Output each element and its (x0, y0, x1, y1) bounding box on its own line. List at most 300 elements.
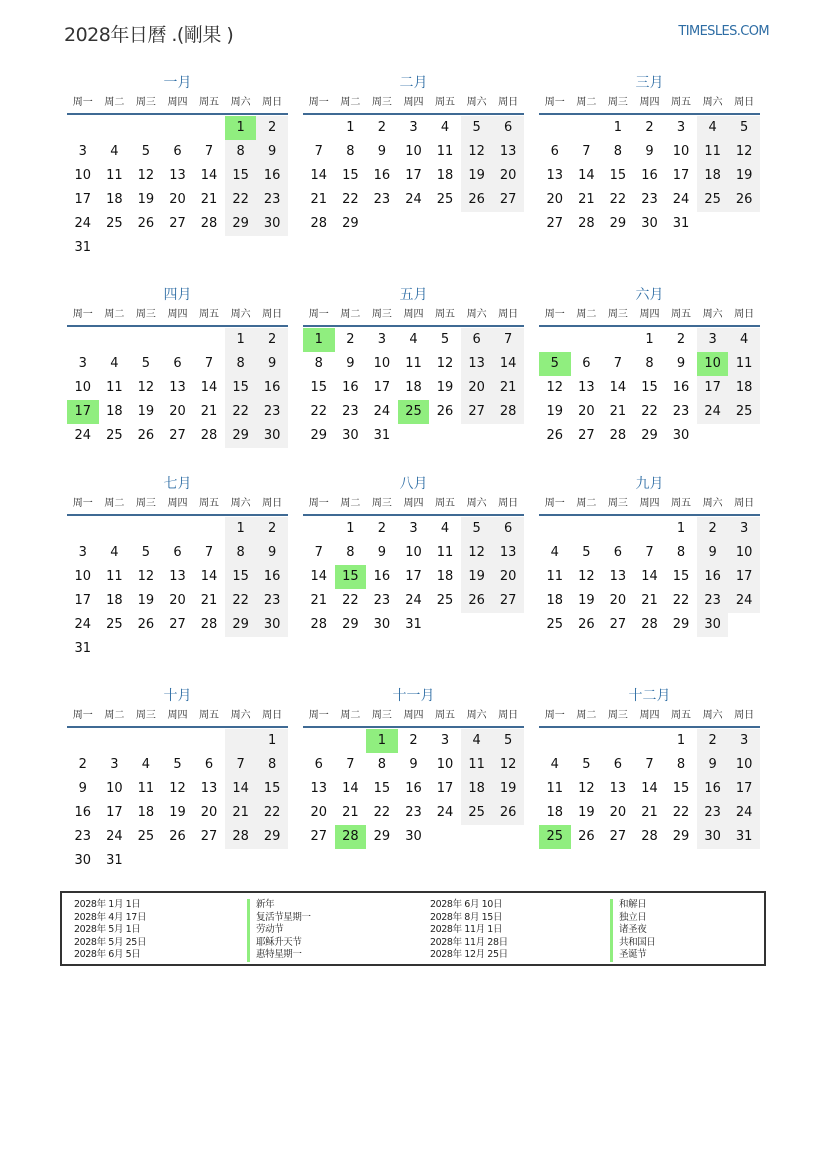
weekday-label: 周四 (167, 97, 188, 108)
weekday-label: 周三 (607, 97, 628, 108)
day-cell: 29 (641, 428, 658, 443)
month-10 (67, 686, 288, 873)
month-name: 六月 (635, 287, 664, 303)
day-cell: 22 (672, 593, 690, 608)
day-cell: 17 (436, 781, 454, 796)
day-cell: 27 (169, 428, 186, 443)
day-cell: 2 (676, 332, 686, 347)
day-cell: 2 (256, 328, 288, 352)
month-9 (539, 474, 760, 637)
day-cell: 4 (110, 356, 119, 371)
day-cell: 11 (405, 356, 422, 371)
month-12 (539, 686, 760, 849)
month-name: 二月 (399, 75, 428, 91)
day-cell: 29 (373, 829, 391, 844)
day-cell: 25 (106, 216, 123, 231)
empty-cell (461, 424, 493, 448)
day-cell: 7 (314, 144, 323, 159)
day-cell: 12 (137, 168, 155, 183)
day-cell: 20 (169, 404, 186, 419)
weekday-header (67, 494, 288, 516)
empty-cell (99, 637, 131, 661)
legend-date: 2028年 1月 1日 (74, 899, 141, 910)
weekday-label: 周三 (135, 309, 156, 320)
legend-date: 2028年 11月 1日 (430, 924, 503, 935)
empty-cell (256, 236, 288, 260)
day-cell: 10 (373, 356, 391, 371)
day-cell: 16 (697, 777, 729, 801)
weekday-label: 周日 (498, 498, 519, 509)
weekday-label: 周日 (734, 498, 755, 509)
weekday-label: 周四 (639, 309, 660, 320)
weekday-label: 周五 (199, 710, 220, 721)
day-cell: 25 (546, 617, 564, 632)
day-cell: 8 (613, 144, 623, 159)
day-cell: 10 (106, 781, 123, 796)
day-cell: 2 (346, 332, 355, 347)
empty-cell (492, 212, 524, 236)
day-cell: 7 (225, 753, 257, 777)
day-cell: 30 (641, 216, 658, 231)
day-cell: 5 (461, 517, 493, 541)
day-cell: 29 (256, 825, 288, 849)
weekday-label: 周日 (498, 97, 519, 108)
day-cell: 9 (256, 140, 288, 164)
day-cell: 4 (461, 729, 493, 753)
day-cell: 12 (461, 140, 493, 164)
month-8 (303, 474, 524, 637)
legend-date: 2028年 5月 25日 (74, 936, 147, 948)
day-cell: 27 (609, 617, 627, 632)
day-cell: 17 (672, 168, 690, 183)
weekday-header (303, 706, 524, 728)
day-cell: 8 (346, 144, 355, 159)
empty-cell (461, 212, 493, 236)
day-cell: 14 (641, 781, 658, 796)
empty-cell (99, 729, 131, 753)
empty-cell (429, 212, 461, 236)
day-cell: 10 (74, 168, 92, 183)
day-cell: 11 (546, 781, 564, 796)
day-cell: 1 (303, 328, 335, 352)
legend-date: 2028年 8月 15日 (430, 911, 503, 923)
day-cell: 2 (256, 116, 288, 140)
day-cell: 1 (225, 328, 257, 352)
day-cell: 5 (461, 116, 493, 140)
day-cell: 7 (204, 144, 214, 159)
weekday-label: 周二 (340, 710, 361, 721)
empty-cell (130, 236, 162, 260)
day-cell: 8 (256, 753, 288, 777)
day-cell: 20 (169, 192, 186, 207)
day-cell: 7 (582, 144, 591, 159)
day-cell: 18 (137, 805, 155, 820)
weekday-label: 周六 (702, 97, 723, 108)
day-cell: 4 (440, 521, 450, 536)
legend-holiday-name: 耶稣升天节 (247, 937, 302, 950)
empty-cell (303, 517, 335, 541)
empty-cell (697, 424, 729, 448)
weekday-label: 周一 (308, 498, 329, 509)
day-cell: 25 (728, 400, 760, 424)
day-cell: 6 (173, 356, 182, 371)
day-cell: 12 (461, 541, 493, 565)
day-cell: 26 (578, 829, 595, 844)
day-cell: 2 (377, 120, 387, 135)
day-cell: 27 (609, 829, 627, 844)
day-grid (303, 116, 524, 236)
day-cell: 8 (225, 352, 257, 376)
day-cell: 14 (310, 168, 328, 183)
day-cell: 16 (672, 380, 690, 395)
empty-cell (256, 849, 288, 873)
day-cell: 17 (405, 168, 422, 183)
empty-cell (571, 116, 603, 140)
day-cell: 21 (342, 805, 359, 820)
empty-cell (728, 212, 760, 236)
weekday-label: 周二 (576, 309, 597, 320)
empty-cell (697, 212, 729, 236)
day-cell: 22 (225, 400, 257, 424)
weekday-header (67, 706, 288, 728)
day-cell: 18 (436, 569, 454, 584)
day-cell: 12 (578, 781, 595, 796)
day-cell: 11 (697, 140, 729, 164)
weekday-label: 周一 (72, 498, 93, 509)
day-cell: 1 (613, 120, 623, 135)
day-cell: 20 (310, 805, 328, 820)
day-cell: 10 (436, 757, 454, 772)
legend-holiday-name: 复活节星期一 (247, 912, 311, 925)
day-cell: 15 (342, 168, 359, 183)
empty-cell (162, 116, 194, 140)
weekday-label: 周一 (308, 710, 329, 721)
day-cell: 26 (461, 188, 493, 212)
day-cell: 8 (676, 757, 686, 772)
day-cell: 19 (578, 593, 595, 608)
empty-cell (366, 212, 398, 236)
day-cell: 12 (137, 569, 155, 584)
day-cell: 3 (697, 328, 729, 352)
day-cell: 23 (256, 188, 288, 212)
empty-cell (67, 517, 99, 541)
day-cell: 23 (697, 801, 729, 825)
day-cell: 8 (314, 356, 323, 371)
day-cell: 3 (78, 545, 87, 560)
day-cell: 5 (440, 332, 450, 347)
day-cell: 22 (225, 589, 257, 613)
weekday-label: 周四 (639, 710, 660, 721)
empty-cell (67, 328, 99, 352)
day-cell: 9 (256, 541, 288, 565)
weekday-label: 周四 (403, 498, 424, 509)
day-cell: 11 (106, 380, 123, 395)
day-cell: 10 (405, 144, 422, 159)
day-cell: 16 (641, 168, 658, 183)
day-cell: 30 (697, 825, 729, 849)
month-7 (67, 474, 288, 661)
day-cell: 20 (609, 593, 627, 608)
day-cell: 19 (461, 565, 493, 589)
weekday-label: 周四 (639, 97, 660, 108)
day-cell: 6 (173, 545, 182, 560)
empty-cell (398, 424, 430, 448)
day-cell: 20 (169, 593, 186, 608)
day-cell: 9 (697, 541, 729, 565)
day-cell: 27 (492, 589, 524, 613)
empty-cell (162, 236, 194, 260)
day-cell: 29 (225, 212, 257, 236)
empty-cell (539, 729, 571, 753)
day-cell: 3 (78, 144, 87, 159)
empty-cell (130, 116, 162, 140)
weekday-label: 周二 (104, 309, 125, 320)
day-cell: 30 (256, 613, 288, 637)
weekday-header (303, 93, 524, 115)
weekday-label: 周四 (167, 710, 188, 721)
day-cell: 4 (110, 545, 119, 560)
empty-cell (429, 613, 461, 637)
day-cell: 1 (225, 517, 257, 541)
day-cell: 18 (461, 777, 493, 801)
day-cell: 18 (436, 168, 454, 183)
day-cell: 22 (310, 404, 328, 419)
weekday-label: 周一 (544, 97, 565, 108)
day-cell: 21 (641, 805, 658, 820)
day-grid (303, 729, 524, 849)
weekday-label: 周日 (262, 97, 283, 108)
weekday-label: 周日 (734, 309, 755, 320)
day-cell: 18 (106, 404, 123, 419)
day-cell: 2 (377, 521, 387, 536)
day-cell: 19 (436, 380, 454, 395)
weekday-label: 周二 (340, 97, 361, 108)
day-cell: 7 (204, 545, 214, 560)
day-cell: 31 (74, 240, 92, 255)
month-name: 三月 (635, 75, 664, 91)
legend-holiday-name: 独立日 (610, 912, 646, 925)
weekday-label: 周六 (230, 97, 251, 108)
weekday-label: 周六 (702, 309, 723, 320)
weekday-label: 周日 (498, 309, 519, 320)
day-cell: 13 (310, 781, 328, 796)
day-grid (67, 328, 288, 448)
day-cell: 19 (169, 805, 186, 820)
day-cell: 17 (728, 565, 760, 589)
day-cell: 11 (436, 144, 454, 159)
day-cell: 31 (672, 216, 690, 231)
legend-date: 2028年 12月 25日 (430, 949, 508, 960)
day-cell: 28 (225, 825, 257, 849)
day-cell: 4 (141, 757, 151, 772)
day-cell: 16 (373, 569, 391, 584)
day-cell: 17 (74, 192, 92, 207)
day-cell: 31 (405, 617, 422, 632)
weekday-label: 周六 (466, 97, 487, 108)
weekday-label: 周六 (466, 498, 487, 509)
day-cell: 13 (169, 380, 186, 395)
day-cell: 12 (546, 380, 564, 395)
empty-cell (461, 613, 493, 637)
day-cell: 25 (461, 801, 493, 825)
legend-date: 2028年 6月 5日 (74, 949, 141, 960)
day-cell: 31 (373, 428, 391, 443)
day-cell: 27 (546, 216, 564, 231)
day-cell: 8 (346, 545, 355, 560)
day-cell: 25 (106, 428, 123, 443)
day-cell: 2 (409, 733, 418, 748)
day-cell: 22 (672, 805, 690, 820)
day-cell: 30 (256, 424, 288, 448)
weekday-label: 周一 (544, 309, 565, 320)
day-cell: 12 (137, 380, 155, 395)
day-cell: 5 (582, 545, 591, 560)
day-cell: 14 (609, 380, 627, 395)
weekday-label: 周五 (199, 309, 220, 320)
day-cell: 1 (256, 729, 288, 753)
day-cell: 13 (492, 140, 524, 164)
empty-cell (398, 212, 430, 236)
day-cell: 25 (398, 400, 430, 424)
day-cell: 31 (106, 853, 123, 868)
day-cell: 3 (377, 332, 387, 347)
day-cell: 30 (342, 428, 359, 443)
day-cell: 24 (728, 801, 760, 825)
day-cell: 6 (550, 144, 559, 159)
day-cell: 17 (373, 380, 391, 395)
day-grid (303, 517, 524, 637)
empty-cell (602, 328, 634, 352)
day-cell: 23 (256, 589, 288, 613)
day-cell: 5 (141, 144, 151, 159)
weekday-label: 周日 (498, 710, 519, 721)
day-cell: 28 (200, 428, 218, 443)
day-cell: 2 (645, 120, 654, 135)
legend-date: 2028年 4月 17日 (74, 911, 147, 923)
empty-cell (162, 637, 194, 661)
day-cell: 12 (578, 569, 595, 584)
day-cell: 30 (405, 829, 422, 844)
day-cell: 27 (492, 188, 524, 212)
day-cell: 26 (728, 188, 760, 212)
day-grid (539, 328, 760, 448)
day-cell: 9 (645, 144, 654, 159)
weekday-label: 周六 (702, 498, 723, 509)
day-cell: 20 (461, 376, 493, 400)
weekday-label: 周二 (576, 498, 597, 509)
day-cell: 13 (546, 168, 564, 183)
day-cell: 14 (492, 352, 524, 376)
day-cell: 23 (342, 404, 359, 419)
month-name: 八月 (399, 476, 428, 492)
day-cell: 5 (728, 116, 760, 140)
empty-cell (130, 328, 162, 352)
day-cell: 29 (225, 424, 257, 448)
site-link[interactable]: TIMESLES.COM (678, 24, 769, 39)
day-cell: 27 (578, 428, 595, 443)
day-cell: 7 (645, 545, 654, 560)
day-cell: 24 (672, 192, 690, 207)
empty-cell (571, 517, 603, 541)
day-cell: 21 (200, 192, 218, 207)
day-cell: 10 (405, 545, 422, 560)
weekday-label: 周日 (262, 498, 283, 509)
day-cell: 26 (578, 617, 595, 632)
day-cell: 1 (676, 733, 686, 748)
day-cell: 16 (256, 376, 288, 400)
day-cell: 9 (697, 753, 729, 777)
day-cell: 5 (582, 757, 591, 772)
day-cell: 16 (405, 781, 422, 796)
day-cell: 24 (728, 589, 760, 613)
weekday-label: 周日 (262, 710, 283, 721)
weekday-label: 周五 (435, 710, 456, 721)
day-cell: 12 (492, 753, 524, 777)
legend-holiday-name: 诸圣夜 (610, 924, 646, 937)
day-cell: 27 (310, 829, 328, 844)
day-cell: 28 (609, 428, 627, 443)
day-cell: 18 (546, 593, 564, 608)
day-cell: 28 (578, 216, 595, 231)
day-cell: 26 (436, 404, 454, 419)
day-cell: 21 (225, 801, 257, 825)
day-cell: 22 (342, 593, 359, 608)
day-cell: 14 (310, 569, 328, 584)
day-cell: 14 (200, 569, 218, 584)
weekday-label: 周五 (435, 309, 456, 320)
empty-cell (602, 517, 634, 541)
empty-cell (193, 236, 225, 260)
day-cell: 12 (728, 140, 760, 164)
day-cell: 15 (256, 777, 288, 801)
day-cell: 23 (373, 192, 391, 207)
day-cell: 24 (74, 216, 92, 231)
legend-date: 2028年 5月 1日 (74, 924, 141, 935)
empty-cell (303, 116, 335, 140)
day-cell: 17 (74, 593, 92, 608)
day-cell: 13 (609, 569, 627, 584)
day-cell: 16 (74, 805, 92, 820)
day-cell: 29 (342, 216, 359, 231)
weekday-label: 周四 (167, 498, 188, 509)
empty-cell (429, 424, 461, 448)
day-cell: 5 (173, 757, 182, 772)
weekday-label: 周二 (340, 498, 361, 509)
day-cell: 22 (373, 805, 391, 820)
weekday-label: 周三 (135, 97, 156, 108)
day-cell: 28 (200, 617, 218, 632)
weekday-header (539, 305, 760, 327)
empty-cell (130, 849, 162, 873)
day-cell: 12 (436, 356, 454, 371)
day-cell: 14 (578, 168, 595, 183)
empty-cell (225, 236, 257, 260)
day-cell: 3 (110, 757, 119, 772)
day-cell: 6 (492, 517, 524, 541)
empty-cell (303, 729, 335, 753)
day-cell: 15 (225, 164, 257, 188)
weekday-label: 周四 (639, 498, 660, 509)
day-cell: 13 (461, 352, 493, 376)
day-grid (67, 517, 288, 661)
day-cell: 17 (106, 805, 123, 820)
weekday-label: 周日 (262, 309, 283, 320)
day-cell: 8 (676, 545, 686, 560)
day-cell: 4 (440, 120, 450, 135)
day-cell: 1 (645, 332, 654, 347)
empty-cell (539, 328, 571, 352)
empty-cell (225, 849, 257, 873)
